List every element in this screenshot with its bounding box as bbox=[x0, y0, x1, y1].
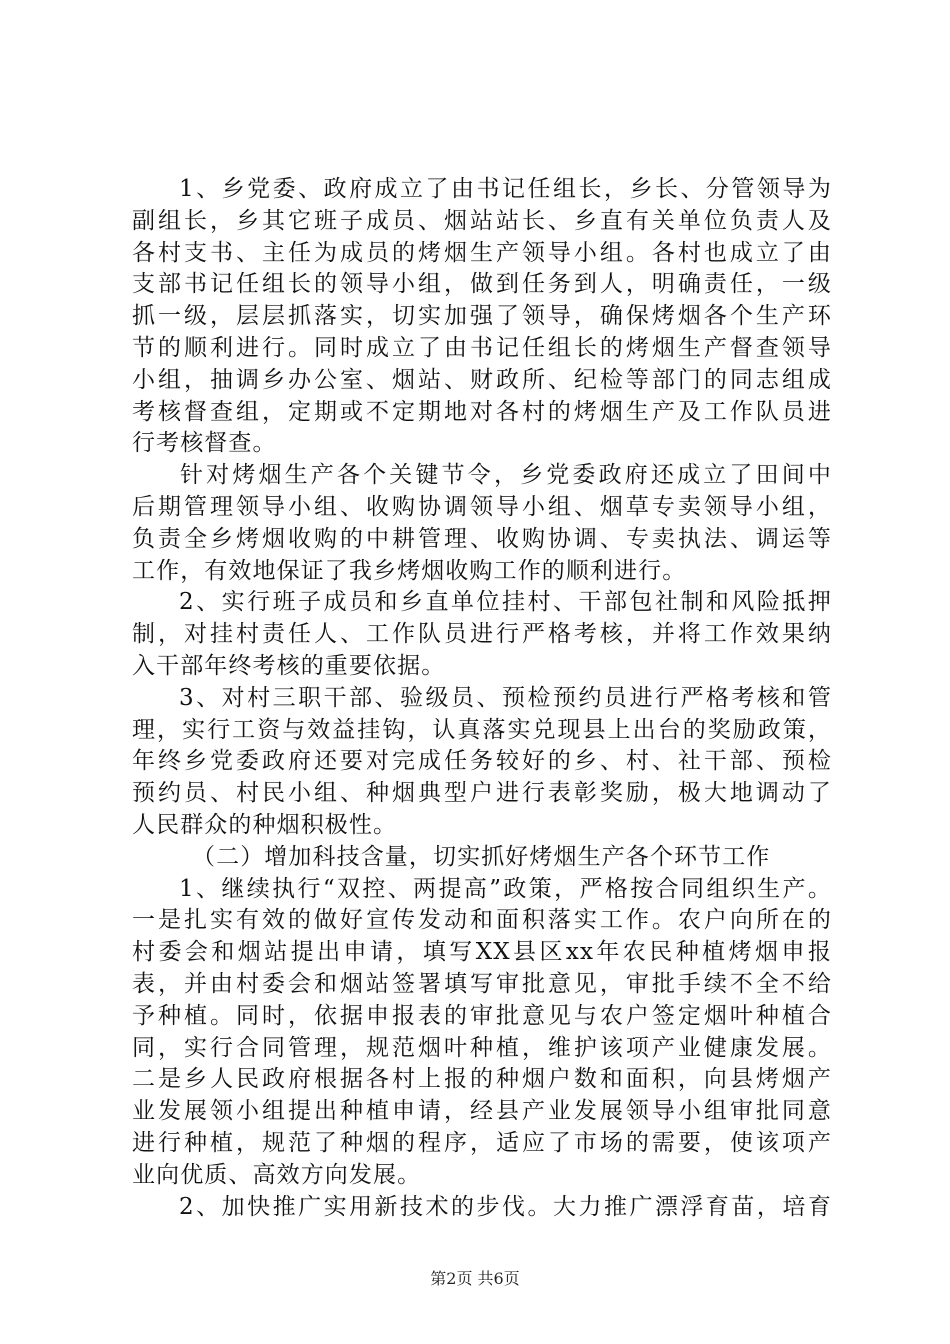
paragraph-line: 同，实行合同管理，规范烟叶种植，维护该项产业健康发展。 bbox=[132, 1034, 832, 1061]
paragraph-line: 2、加快推广实用新技术的步伐。大力推广漂浮育苗，培育 bbox=[179, 1193, 832, 1220]
paragraph-line: 工作，有效地保证了我乡烤烟收购工作的顺利进行。 bbox=[132, 557, 687, 584]
paragraph-line: 负责全乡烤烟收购的中耕管理、收购协调、专卖执法、调运等 bbox=[132, 525, 832, 552]
paragraph-line: 2、实行班子成员和乡直单位挂村、干部包社制和风险抵押 bbox=[179, 589, 832, 616]
paragraph-line: 进行种植，规范了种烟的程序，适应了市场的需要，使该项产 bbox=[132, 1129, 832, 1156]
document-body bbox=[132, 174, 832, 1223]
paragraph-line: 业发展领小组提出种植申请，经县产业发展领导小组审批同意 bbox=[132, 1098, 832, 1125]
paragraph-line: 小组，抽调乡办公室、烟站、财政所、纪检等部门的同志组成 bbox=[132, 366, 832, 393]
paragraph-line: 予种植。同时，依据申报表的审批意见与农户签定烟叶种植合 bbox=[132, 1002, 832, 1029]
paragraph-line: 年终乡党委政府还要对完成任务较好的乡、村、社干部、预检 bbox=[132, 748, 832, 775]
paragraph-line: 抓一级，层层抓落实，切实加强了领导，确保烤烟各个生产环 bbox=[132, 303, 832, 330]
paragraph-line: 表，并由村委会和烟站签署填写审批意见，审批手续不全不给 bbox=[132, 970, 832, 997]
paragraph-line: 支部书记任组长的领导小组，做到任务到人，明确责任，一级 bbox=[132, 271, 832, 298]
paragraph-line: 预约员、村民小组、种烟典型户进行表彰奖励，极大地调动了 bbox=[132, 780, 832, 807]
paragraph-line: 节的顺利进行。同时成立了由书记任组长的烤烟生产督查领导 bbox=[132, 334, 832, 361]
paragraph-line: 后期管理领导小组、收购协调领导小组、烟草专卖领导小组， bbox=[132, 493, 832, 520]
paragraph-line: 村委会和烟站提出申请，填写XX县区xx年农民种植烤烟申报 bbox=[132, 939, 832, 966]
paragraph-line: 人民群众的种烟积极性。 bbox=[132, 811, 398, 838]
paragraph-line: 各村支书、主任为成员的烤烟生产领导小组。各村也成立了由 bbox=[132, 239, 832, 266]
paragraph-line: 副组长，乡其它班子成员、烟站站长、乡直有关单位负责人及 bbox=[132, 207, 832, 234]
paragraph-line: 制，对挂村责任人、工作队员进行严格考核，并将工作效果纳 bbox=[132, 621, 832, 648]
paragraph-line: 1、乡党委、政府成立了由书记任组长，乡长、分管领导为 bbox=[179, 176, 832, 202]
paragraph-line: 考核督查组，定期或不定期地对各村的烤烟生产及工作队员进 bbox=[132, 398, 832, 425]
page-number-footer: 第2页 共6页 bbox=[430, 1269, 520, 1288]
paragraph-line: 二是乡人民政府根据各村上报的种烟户数和面积，向县烤烟产 bbox=[132, 1066, 832, 1093]
paragraph-line: 一是扎实有效的做好宣传发动和面积落实工作。农户向所在的 bbox=[132, 907, 832, 934]
paragraph-line: 入干部年终考核的重要依据。 bbox=[132, 652, 446, 679]
paragraph-line: 行考核督查。 bbox=[132, 430, 277, 457]
paragraph-line: 理，实行工资与效益挂钩，认真落实兑现县上出台的奖励政策， bbox=[132, 716, 832, 743]
paragraph-line: 针对烤烟生产各个关键节令，乡党委政府还成立了田间中 bbox=[180, 462, 832, 489]
paragraph-line: 1、继续执行“双控、两提高”政策，严格按合同组织生产。 bbox=[179, 875, 832, 902]
paragraph-line: 3、对村三职干部、验级员、预检预约员进行严格考核和管 bbox=[179, 684, 832, 711]
section-heading: （二）增加科技含量，切实抓好烤烟生产各个环节工作 bbox=[192, 843, 771, 870]
paragraph-line: 业向优质、高效方向发展。 bbox=[132, 1161, 422, 1188]
